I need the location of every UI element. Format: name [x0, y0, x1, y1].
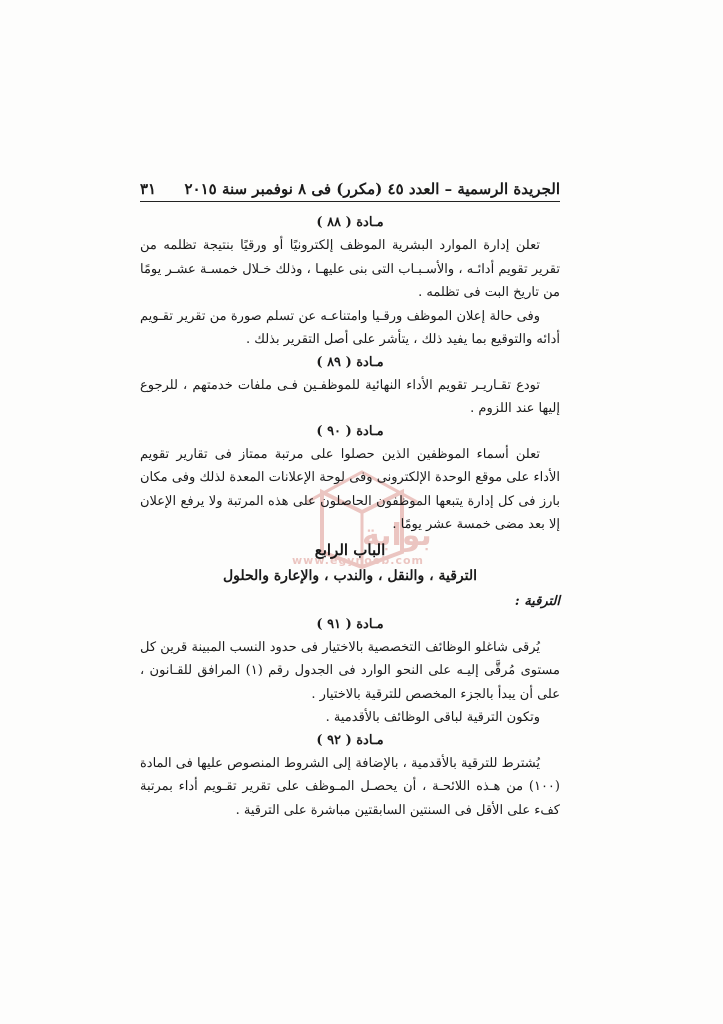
article-88-paragraph-2: وفى حالة إعلان الموظف ورقـيا وامتناعـه عن تسلم صورة من تقرير تقـويم أدائه والتوقيع بما يفيد ذلك ، يتأشر على أصل التقرير بذلك . — [140, 308, 560, 347]
article-88-paragraph-1: تعلن إدارة الموارد البشرية الموظف إلكترونيًا أو ورقيًا بنتيجة تظلمه من تقرير تقويم أدائـه ، والأسـبـاب التى بنى عليهـا ، وذلك خـلال خمسـة عشـر يومًا من تاريخ البت فى تظلمه . — [140, 238, 560, 300]
document-body — [140, 212, 560, 822]
article-91-paragraph-1: يُرقى شاغلو الوظائف التخصصية بالاختيار فى حدود النسب المبينة قرين كل مستوى مُرقَّى إليـه على النحو الوارد فى الجدول رقم (١) المرافق للقـانون ، على أن يبدأ بالجزء المخصص للترقية بالاختيار . — [140, 639, 560, 702]
article-92-title: مـادة ( ٩٢ ) — [316, 732, 384, 748]
article-90-title: مـادة ( ٩٠ ) — [316, 423, 384, 439]
article-91-paragraph-2: وتكون الترقية لباقى الوظائف بالأقدمية . — [325, 710, 540, 725]
header-divider — [140, 201, 560, 202]
chapter-title: الباب الرابع — [314, 540, 386, 559]
article-89-paragraph-1: تودع تقـاريـر تقويم الأداء النهائية للموظفـين فـى ملفات خدمتهم ، للرجوع إليها عند اللزوم . — [140, 377, 560, 416]
watermark-logo-text: بوابة — [362, 518, 432, 553]
article-88-title: مـادة ( ٨٨ ) — [316, 215, 384, 230]
article-92-paragraph-1: يُشترط للترقية بالأقدمية ، بالإضافة إلى الشروط المنصوص عليها فى المادة (١٠٠) من هـذه اللائحـة ، أن يحصـل المـوظف على تقرير تقـويم أداء بمرتبة كفء على الأقل فى السنتين السابقتين مباشرة على الترقية . — [140, 755, 560, 818]
header-title: الجريدة الرسمية – العدد ٤٥ (مكرر) فى ٨ نوفمبر سنة ٢٠١٥ — [184, 180, 560, 198]
article-90-paragraph-1: تعلن أسماء الموظفين الذين حصلوا على مرتبة ممتاز فى تقارير تقويم الأداء على موقع الوحدة الإلكترونى وفى لوحة الإعلانات المعدة لذلك وفى مكان بارز فى كل إدارة يتبعها الموظفون الحاصلون على هذه المرتبة ولا يرفع الإعلان إلا بعد مضى خمسة عشر يومًا . — [140, 446, 560, 532]
page-number: ٣١ — [140, 180, 157, 198]
section-title: الترقية ، والنقل ، والندب ، والإعارة والحلول — [222, 567, 478, 584]
page-header — [140, 172, 560, 198]
article-91-title: مـادة ( ٩١ ) — [316, 616, 384, 632]
subsection-heading: الترقية : — [514, 593, 560, 609]
watermark-site-text: www.egynoob.com — [292, 554, 425, 567]
article-89-title: مـادة ( ٨٩ ) — [316, 354, 384, 370]
